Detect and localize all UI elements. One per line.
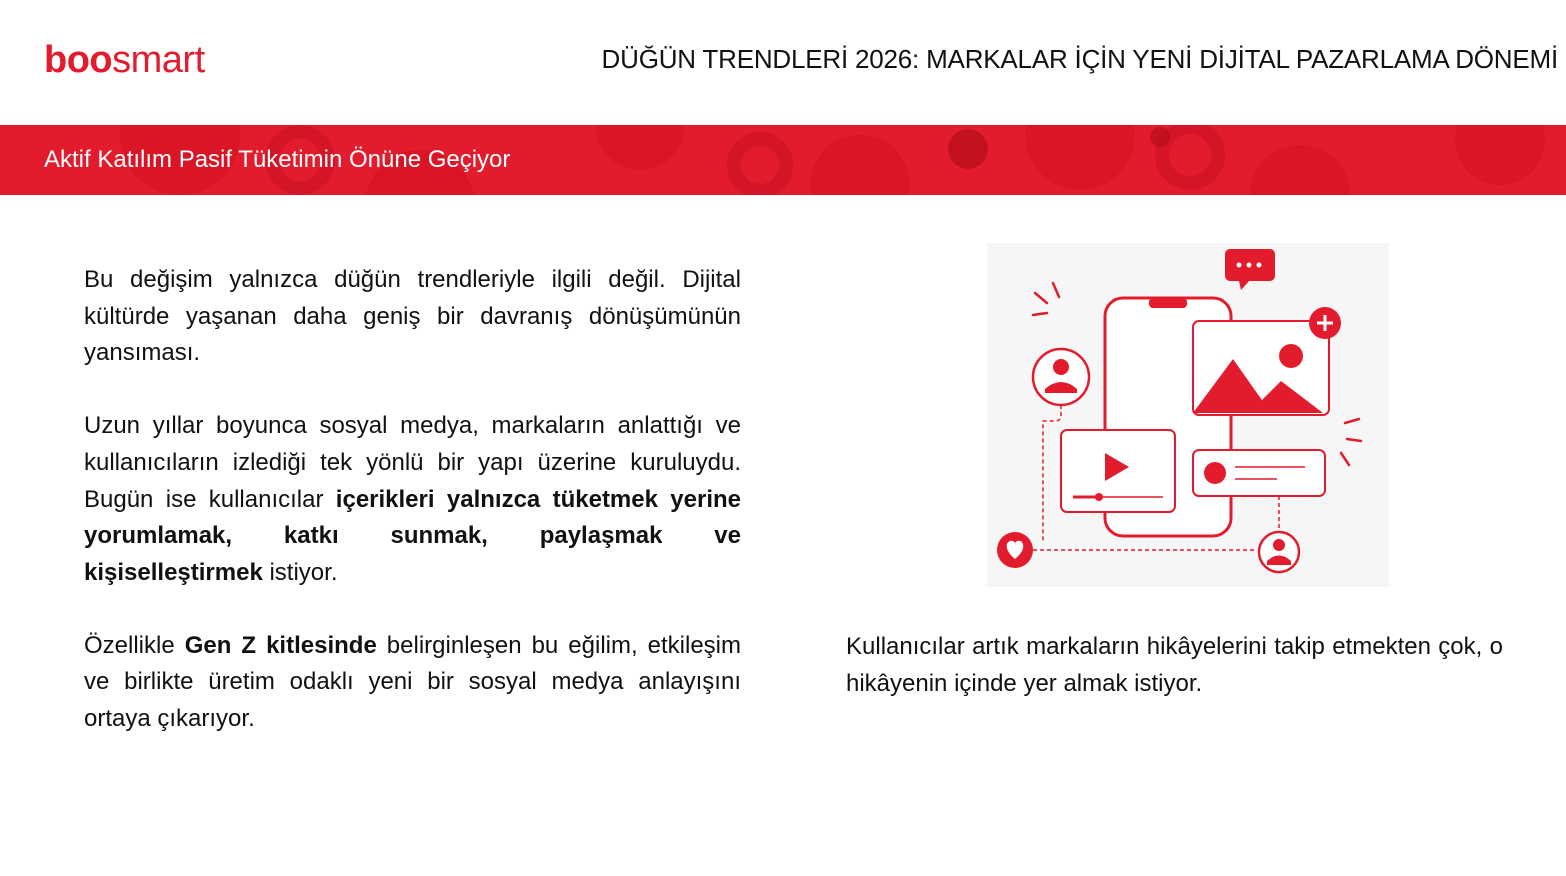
section-banner — [0, 125, 1566, 195]
page-title: DÜĞÜN TRENDLERİ 2026: MARKALAR İÇİN YENİ DİJİTAL PAZARLAMA DÖNEMİ — [601, 44, 1558, 74]
left-text-column — [84, 262, 741, 774]
chat-bubble-icon — [1225, 249, 1275, 290]
heart-icon — [997, 532, 1033, 568]
banner-subtitle: Aktif Katılım Pasif Tüketimin Önüne Geçiyor — [44, 146, 511, 173]
user-icon-bottom — [1259, 532, 1299, 572]
video-play-icon — [1061, 430, 1175, 512]
social-media-illustration — [987, 243, 1389, 587]
image-icon — [1193, 321, 1329, 415]
paragraph-3-emphasis: Gen Z kitlesinde — [184, 631, 377, 659]
paragraph-3-end: belirginleşen bu eğilim, etkileşim ve birlikte üretim odaklı yeni bir sosyal medya anlayışını ortaya çıkarıyor. — [84, 631, 742, 733]
right-paragraph: Kullanıcılar artık markaların hikâyelerini takip etmekten çok, o hikâyenin içinde yer almak istiyor. — [846, 633, 1503, 697]
brand-logo — [44, 36, 205, 84]
paragraph-2-emphasis: içerikleri yalnızca tüketmek yerine yorumlamak, katkı sunmak, paylaşmak ve kişiselleştirmek — [84, 485, 742, 586]
logo-light-part: smart — [112, 39, 205, 81]
paragraph-2 — [84, 408, 741, 592]
paragraph-3 — [84, 628, 741, 738]
plus-icon — [1309, 307, 1341, 339]
right-text-column — [846, 629, 1503, 702]
user-icon — [1033, 349, 1089, 405]
comment-card-icon — [1193, 450, 1325, 496]
paragraph-3-start: Özellikle — [84, 631, 185, 659]
paragraph-2-end: istiyor. — [262, 558, 338, 586]
logo-bold-part: boo — [44, 39, 113, 81]
paragraph-2-start: Uzun yıllar boyunca sosyal medya, markaların anlattığı ve kullanıcıların izlediği tek yönlü bir yapı üzerine kuruluydu. Bugün ise kullanıcılar — [84, 412, 741, 513]
paragraph-1: Bu değişim yalnızca düğün trendleriyle ilgili değil. Dijital kültürde yaşanan daha geniş bir davranış dönüşümünün yansıması. — [84, 266, 741, 367]
illustration-graphic — [987, 243, 1389, 587]
